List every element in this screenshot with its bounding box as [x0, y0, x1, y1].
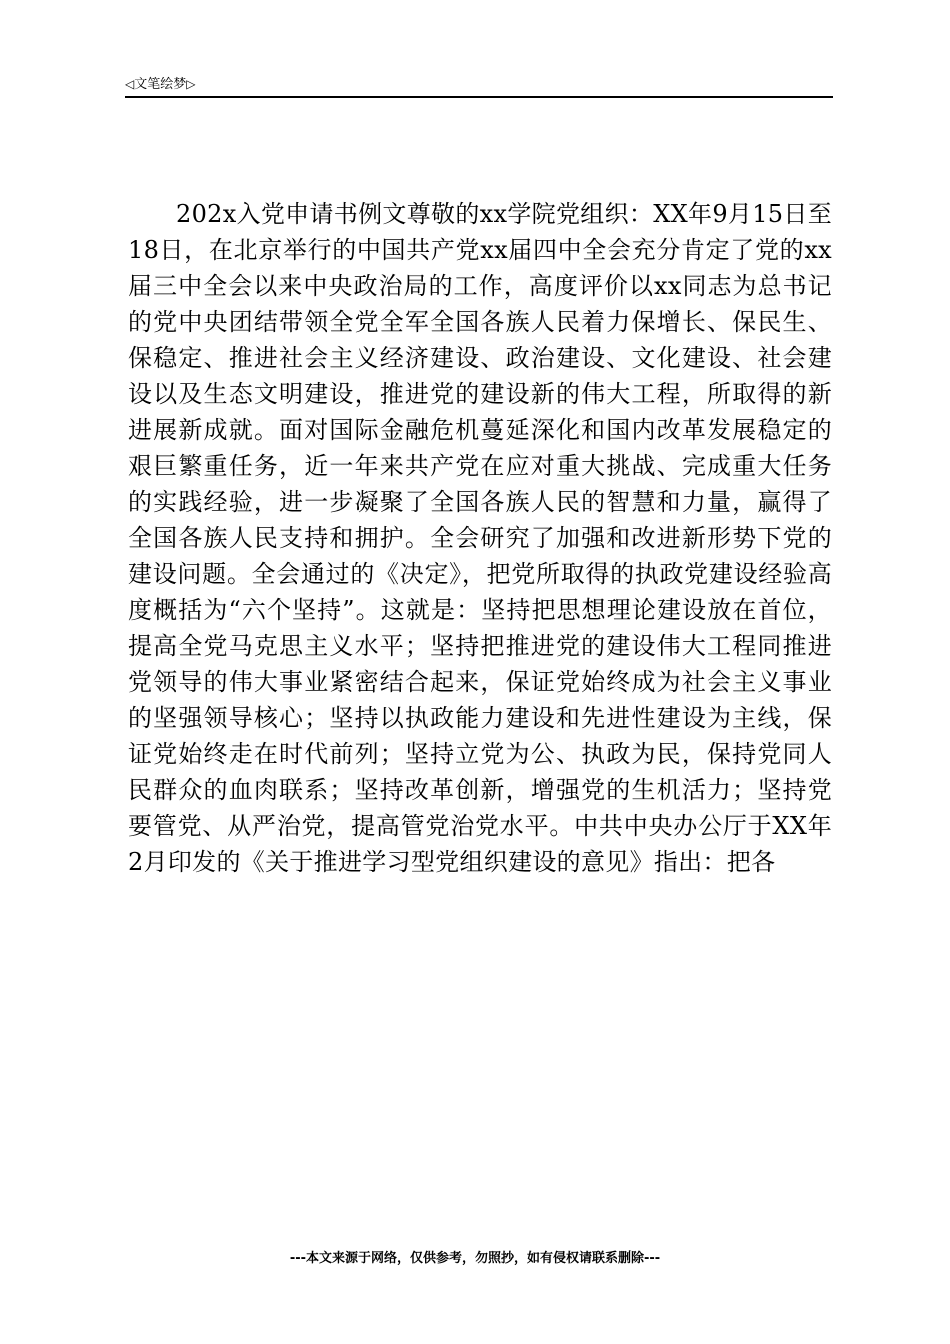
document-body-paragraph: 202x入党申请书例文尊敬的xx学院党组织：XX年9月15日至18日，在北京举行的中国共产党xx届四中全会充分肯定了党的xx届三中全会以来中央政治局的工作，高度评价以xx同志为总书记的党中央团结带领全党全军全国各族人民着力保增长、保民生、保稳定、推进社会主义经济建设、政治建设、文化建设、社会建设以及生态文明建设，推进党的建设新的伟大工程，所取得的新进展新成就。面对国际金融危机蔓延深化和国内改革发展稳定的艰巨繁重任务，近一年来共产党在应对重大挑战、完成重大任务的实践经验，进一步凝聚了全国各族人民的智慧和力量，赢得了全国各族人民支持和拥护。全会研究了加强和改进新形势下党的建设问题。全会通过的《决定》，把党所取得的执政党建设经验高度概括为“六个坚持”。这就是：坚持把思想理论建设放在首位，提高全党马克思主义水平；坚持把推进党的建设伟大工程同推进党领导的伟大事业紧密结合起来，保证党始终成为社会主义事业的坚强领导核心；坚持以执政能力建设和先进性建设为主线，保证党始终走在时代前列；坚持立党为公、执政为民，保持党同人民群众的血肉联系；坚持改革创新，增强党的生机活力；坚持党要管党、从严治党，提高管党治党水平。中共中央办公厅于XX年2月印发的《关于推进学习型党组织建设的意见》指出：把各 — [128, 200, 832, 876]
header-brand — [125, 74, 195, 95]
right-triangle-icon: ▷ — [186, 77, 196, 91]
header-title: 文笔绘梦 — [134, 77, 187, 92]
left-triangle-icon: ◁ — [125, 77, 135, 91]
page-header — [125, 74, 833, 98]
footer-disclaimer: ---本文来源于网络，仅供参考，勿照抄，如有侵权请联系删除--- — [289, 1251, 661, 1266]
